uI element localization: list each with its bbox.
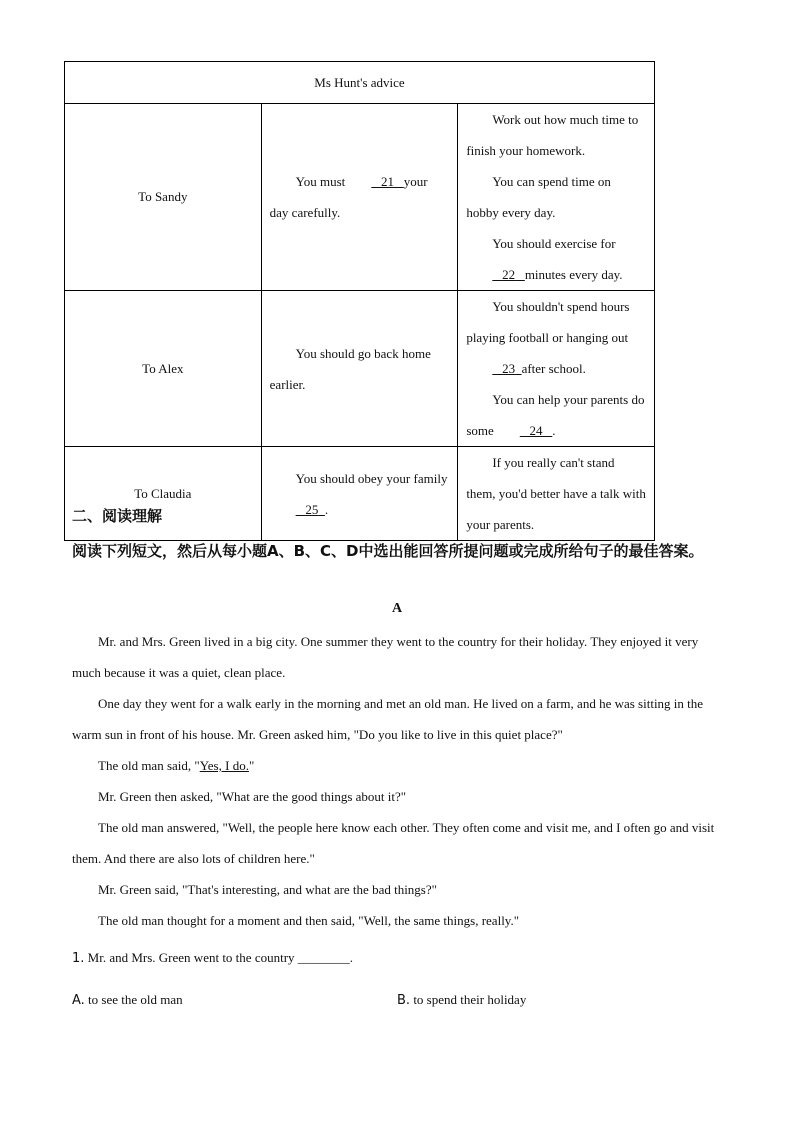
row-advice [261,104,458,291]
option-b[interactable] [397,992,526,1008]
text: your day carefully. [269,174,428,220]
option-label: B. [397,993,411,1008]
paragraph: The old man thought for a moment and then said, "Well, the same things, really." [98,913,520,928]
paragraph: The old man answered, "Well, the people here know each other. They often come and visit me, and I often go and visit them. And there are also lots of children here." [72,820,715,866]
text: . [324,501,329,517]
row-name: To Sandy [65,104,262,291]
text: . [552,423,556,438]
row-details [458,104,655,291]
table-row [65,447,655,541]
detail-line: Work out how much time to finish your homework. [466,112,639,158]
detail-line [466,291,646,384]
paragraph: Mr. Green then asked, "What are the good things about it?" [98,789,407,804]
text: You should exercise for [492,236,616,251]
blank-23 [466,353,521,384]
blank-24 [494,415,556,446]
paragraph [72,750,722,781]
row-name: To Alex [65,291,262,447]
row-details [458,447,655,541]
table-row [65,104,655,291]
question-text: Mr. and Mrs. Green went to the country ________. [87,950,354,965]
detail-line: If you really can't stand them, you'd better have a talk with your parents. [466,455,646,532]
blank-number: 23 [502,361,516,376]
text: You should go back home earlier. [269,345,431,392]
passage-label: A [391,601,403,616]
blank-number: 24 [529,423,543,438]
detail-line: You can spend time on hobby every day. [466,174,611,220]
detail-line [466,228,646,290]
table-header: Ms Hunt's advice [65,62,655,104]
option-text: to see the old man [88,992,183,1007]
section-title: 二、阅读理解 [72,507,163,525]
text: The old man said, " [98,758,200,773]
row-name: To Claudia [65,447,262,541]
paragraph: Mr. Green said, "That's interesting, and what are the bad things?" [98,882,437,897]
row-details [458,291,655,447]
table-row [65,291,655,447]
question-stem [72,950,353,966]
text: " [248,758,255,773]
paragraph: Mr. and Mrs. Green lived in a big city. One summer they went to the country for their holiday. They enjoyed it very much because it was a quiet, clean place. [72,634,699,680]
advice-table [64,61,655,541]
blank-25 [270,494,325,525]
text: after school. [521,361,586,376]
blank-number: 25 [305,501,319,517]
blank-22 [466,259,525,290]
detail-line [466,384,646,446]
row-advice [261,447,458,541]
passage-body [72,626,722,936]
text: minutes every day. [524,267,623,282]
question-number: 1. [72,951,85,966]
blank-number: 22 [502,267,516,282]
text: You can help your parents do some [466,392,645,438]
blank-number: 21 [381,174,395,189]
blank-21 [345,166,404,197]
row-advice [261,291,458,447]
paragraph: One day they went for a walk early in the morning and met an old man. He lived on a farm, and he was sitting in the warm sun in front of his house. Mr. Green asked him, "Do you like to live in this quiet place?" [72,696,704,742]
text: You should obey your family [295,470,448,486]
text: You shouldn't spend hours playing football or hanging out [466,299,630,345]
underlined-phrase: Yes, I do. [199,758,249,773]
text: You must [295,174,346,189]
section-instruction: 阅读下列短文，然后从每小题A、B、C、D中选出能回答所提问题或完成所给句子的最佳答案。 [72,542,704,560]
option-text: to spend their holiday [413,992,527,1007]
option-label: A. [72,993,85,1008]
option-a[interactable] [72,992,183,1008]
